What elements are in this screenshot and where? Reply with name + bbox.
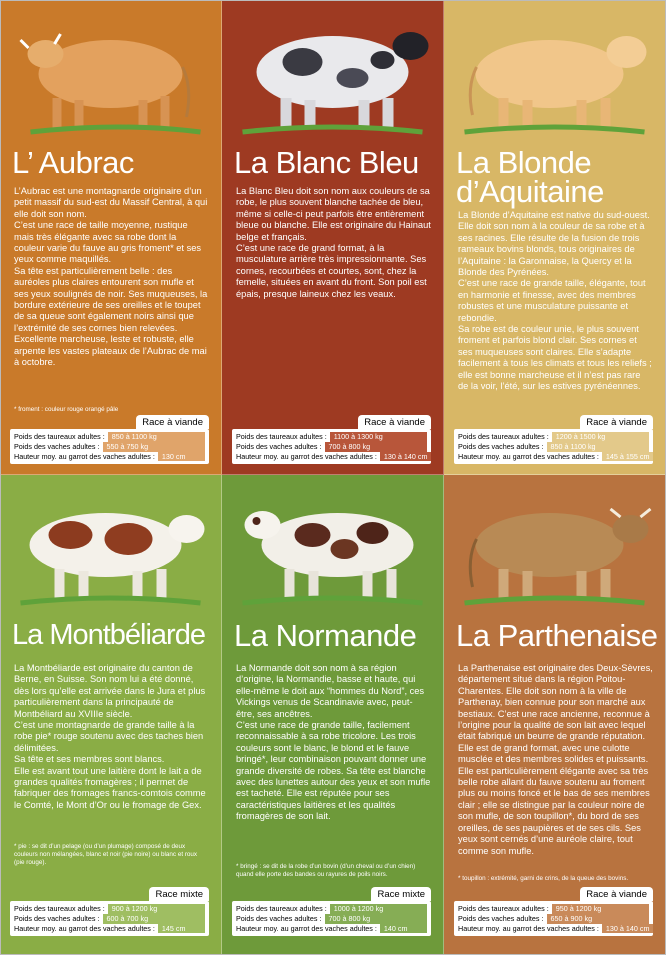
breed-title: La Parthenaise	[456, 618, 658, 653]
breed-description: La Blanc Bleu doit son nom aux couleurs de sa robe, le plus souvent blanche tachée de bleu, même si celle-ci peut parfois être entièrement bleue ou blanche. Elle est originaire du Hainaut belge et français. C’est une race de grand format, à la musculature arrière très impressionnante. Ses cornes, recourbées et courtes, sont, chez la femelle, situées en avant du front. Son poil est épais, presque laineux chez les veaux.	[236, 186, 431, 299]
stat-row-height: Hauteur moy. au garrot des vaches adultes : 145 cm	[14, 924, 205, 934]
stat-row-cows: Poids des vaches adultes : 600 à 700 kg	[14, 914, 205, 924]
breed-footnote: * froment : couleur rouge orangé pâle	[14, 406, 119, 413]
panel-normande	[222, 475, 444, 955]
race-type-badge: Race mixte	[149, 887, 209, 901]
panel-montbeliarde	[0, 475, 222, 955]
stat-row-cows: Poids des vaches adultes : 550 à 750 kg	[14, 442, 205, 452]
breed-description: La Blonde d’Aquitaine est native du sud-ouest. Elle doit son nom à la couleur de sa robe et à ses racines. Elle résulte de la fusion de trois rameaux bovins blonds, tous originaires de l’Aquitaine : la Garonnaise, la Quercy et la Blonde des Pyrénées. C’est une race de grande taille, élégante, tout en harmonie et finesse, avec des membres robustes et une musculature puissante et rebondie. Sa robe est de couleur unie, le plus souvent froment et parfois blond clair. Ses cornes et ses muqueuses sont claires. Elle s’adapte facilement à tous les climats et tous les reliefs ; elle est bonne marcheuse et il n’est pas rare de la voir, l’été, sur les estives pyrénéennes.	[458, 210, 652, 392]
breed-title: La Blanc Bleu	[234, 145, 419, 180]
stat-row-height: Hauteur moy. au garrot des vaches adultes : 145 à 155 cm	[458, 452, 649, 462]
stat-row-cows: Poids des vaches adultes : 700 à 800 kg	[236, 914, 427, 924]
normande-cow-illustration	[228, 489, 437, 609]
breed-stats	[10, 901, 209, 936]
stat-row-bulls: Poids des taureaux adultes : 950 à 1200 kg	[458, 904, 649, 914]
stat-row-cows: Poids des vaches adultes : 700 à 800 kg	[236, 442, 427, 452]
stat-row-height: Hauteur moy. au garrot des vaches adultes : 140 cm	[236, 924, 427, 934]
panel-blonde-aquitaine	[444, 0, 666, 475]
montbeliarde-cow-illustration	[6, 489, 215, 609]
panel-parthenaise	[444, 475, 666, 955]
stat-row-cows: Poids des vaches adultes : 850 à 1100 kg	[458, 442, 649, 452]
stat-row-bulls: Poids des taureaux adultes : 850 à 1100 kg	[14, 432, 205, 442]
blonde-aquitaine-cow-illustration	[450, 12, 659, 140]
stat-row-height: Hauteur moy. au garrot des vaches adultes : 130 à 140 cm	[236, 452, 427, 462]
parthenaise-cow-illustration	[450, 489, 659, 609]
breed-title: La Blonde d’Aquitaine	[456, 145, 604, 209]
breed-description: L’Aubrac est une montagnarde originaire d’un petit massif du sud-est du Massif Central, à qui elle doit son nom. C’est une race de taille moyenne, rustique mais très élégante avec sa robe dont la couleur varie du fauve au gris froment* et ses yeux comme maquillés. Sa tête est particulièrement belle : des auréoles plus claires entourent son mufle et ses yeux soulignés de noir. Ses muqueuses, la bordure extérieure de ses oreilles et le toupet de sa queue sont également noirs ainsi que l’extrémité de ses cornes bien relevées. Excellente marcheuse, leste et robuste, elle arpente les vastes plateaux de l’Aubrac de mai à octobre.	[14, 186, 208, 368]
breed-description: La Montbéliarde est originaire du canton de Berne, en Suisse. Son nom lui a été donné, dès lors qu’elle est arrivée dans le Jura et plus particulièrement dans la principauté de Montbéliard au XVIIIe siècle. C’est une montagnarde de grande taille à la robe pie* rouge soutenu avec des taches bien délimitées. Sa tête et ses membres sont blancs. Elle est avant tout une laitière dont le lait a de grandes qualités fromagères ; il permet de fabriquer des fromages francs-comtois comme le Comté, le Mont d’Or ou le fromage de Gex.	[14, 663, 206, 810]
breed-description: La Parthenaise est originaire des Deux-Sèvres, département situé dans la région Poitou-Charentes. Elle doit son nom à la ville de Parthenay, bien connue pour son marché aux bestiaux. C’est une race ancienne, reconnue à l’origine pour la qualité de son lait avec lequel était fabriqué un beurre de grande réputation. Elle est de grand format, avec une culotte musclée et des membres solides et puissants. Elle est particulièrement élégante avec sa très belle robe allant du fauve soutenu au froment plus ou moins foncé et le bas de ses membres clair ; elle se distingue par la couleur noire de son mufle, de son toupillon*, du bord de ses oreilles, de ses paupières et de ses cils. Ses yeux sont cernés d’une auréole claire, tout comme son mufle.	[458, 663, 656, 856]
breed-stats	[454, 901, 653, 936]
breed-title: L’ Aubrac	[12, 145, 134, 180]
aubrac-cow-illustration	[6, 12, 215, 140]
breed-stats	[232, 429, 431, 464]
blanc-bleu-cow-illustration	[228, 12, 437, 140]
breed-footnote: * toupillon : extrémité, garni de crins, de la queue des bovins.	[458, 875, 629, 882]
panel-aubrac	[0, 0, 222, 475]
race-type-badge: Race mixte	[371, 887, 431, 901]
breed-stats	[454, 429, 653, 464]
breed-description: La Normande doit son nom à sa région d’origine, la Normandie, basse et haute, qui elle-même le doit aux “hommes du Nord”, ces Vickings venus de Scandinavie avec, peut-être, ses ancêtres. C’est une race de grande taille, facilement reconnaissable à sa robe tricolore. Les trois couleurs sont le blanc, le blond et le fauve bringé*, leur combinaison pouvant donner une grande diversité de robes. Sa tête est blanche avec des lunettes autour des yeux et son mufle est tacheté. Elle est réputée pour ses caractéristiques laitières et les qualités fromagères de son lait.	[236, 663, 431, 822]
race-type-badge: Race à viande	[358, 415, 431, 429]
stat-row-bulls: Poids des taureaux adultes : 1200 à 1500 kg	[458, 432, 649, 442]
breed-title: La Normande	[234, 618, 417, 653]
stat-row-cows: Poids des vaches adultes : 650 à 900 kg	[458, 914, 649, 924]
stat-row-bulls: Poids des taureaux adultes : 900 à 1200 kg	[14, 904, 205, 914]
race-type-badge: Race à viande	[580, 887, 653, 901]
stat-row-bulls: Poids des taureaux adultes : 1000 à 1200 kg	[236, 904, 427, 914]
stat-row-bulls: Poids des taureaux adultes : 1100 à 1300 kg	[236, 432, 427, 442]
race-type-badge: Race à viande	[580, 415, 653, 429]
breed-stats	[232, 901, 431, 936]
breed-title: La Montbéliarde	[12, 619, 205, 651]
race-type-badge: Race à viande	[136, 415, 209, 429]
panel-blanc-bleu	[222, 0, 444, 475]
breed-footnote: * pie : se dit d’un pelage (ou d’un plumage) composé de deux couleurs non mélangées, blanc et noir (pie noire) ou blanc et roux (pie rouge).	[14, 843, 198, 866]
breed-stats	[10, 429, 209, 464]
breed-footnote: * bringé : se dit de la robe d’un bovin (d’un cheval ou d’un chien) quand elle porte des bandes ou rayures de poils noirs.	[236, 863, 416, 878]
stat-row-height: Hauteur moy. au garrot des vaches adultes : 130 cm	[14, 452, 205, 462]
stat-row-height: Hauteur moy. au garrot des vaches adultes : 130 à 140 cm	[458, 924, 649, 934]
